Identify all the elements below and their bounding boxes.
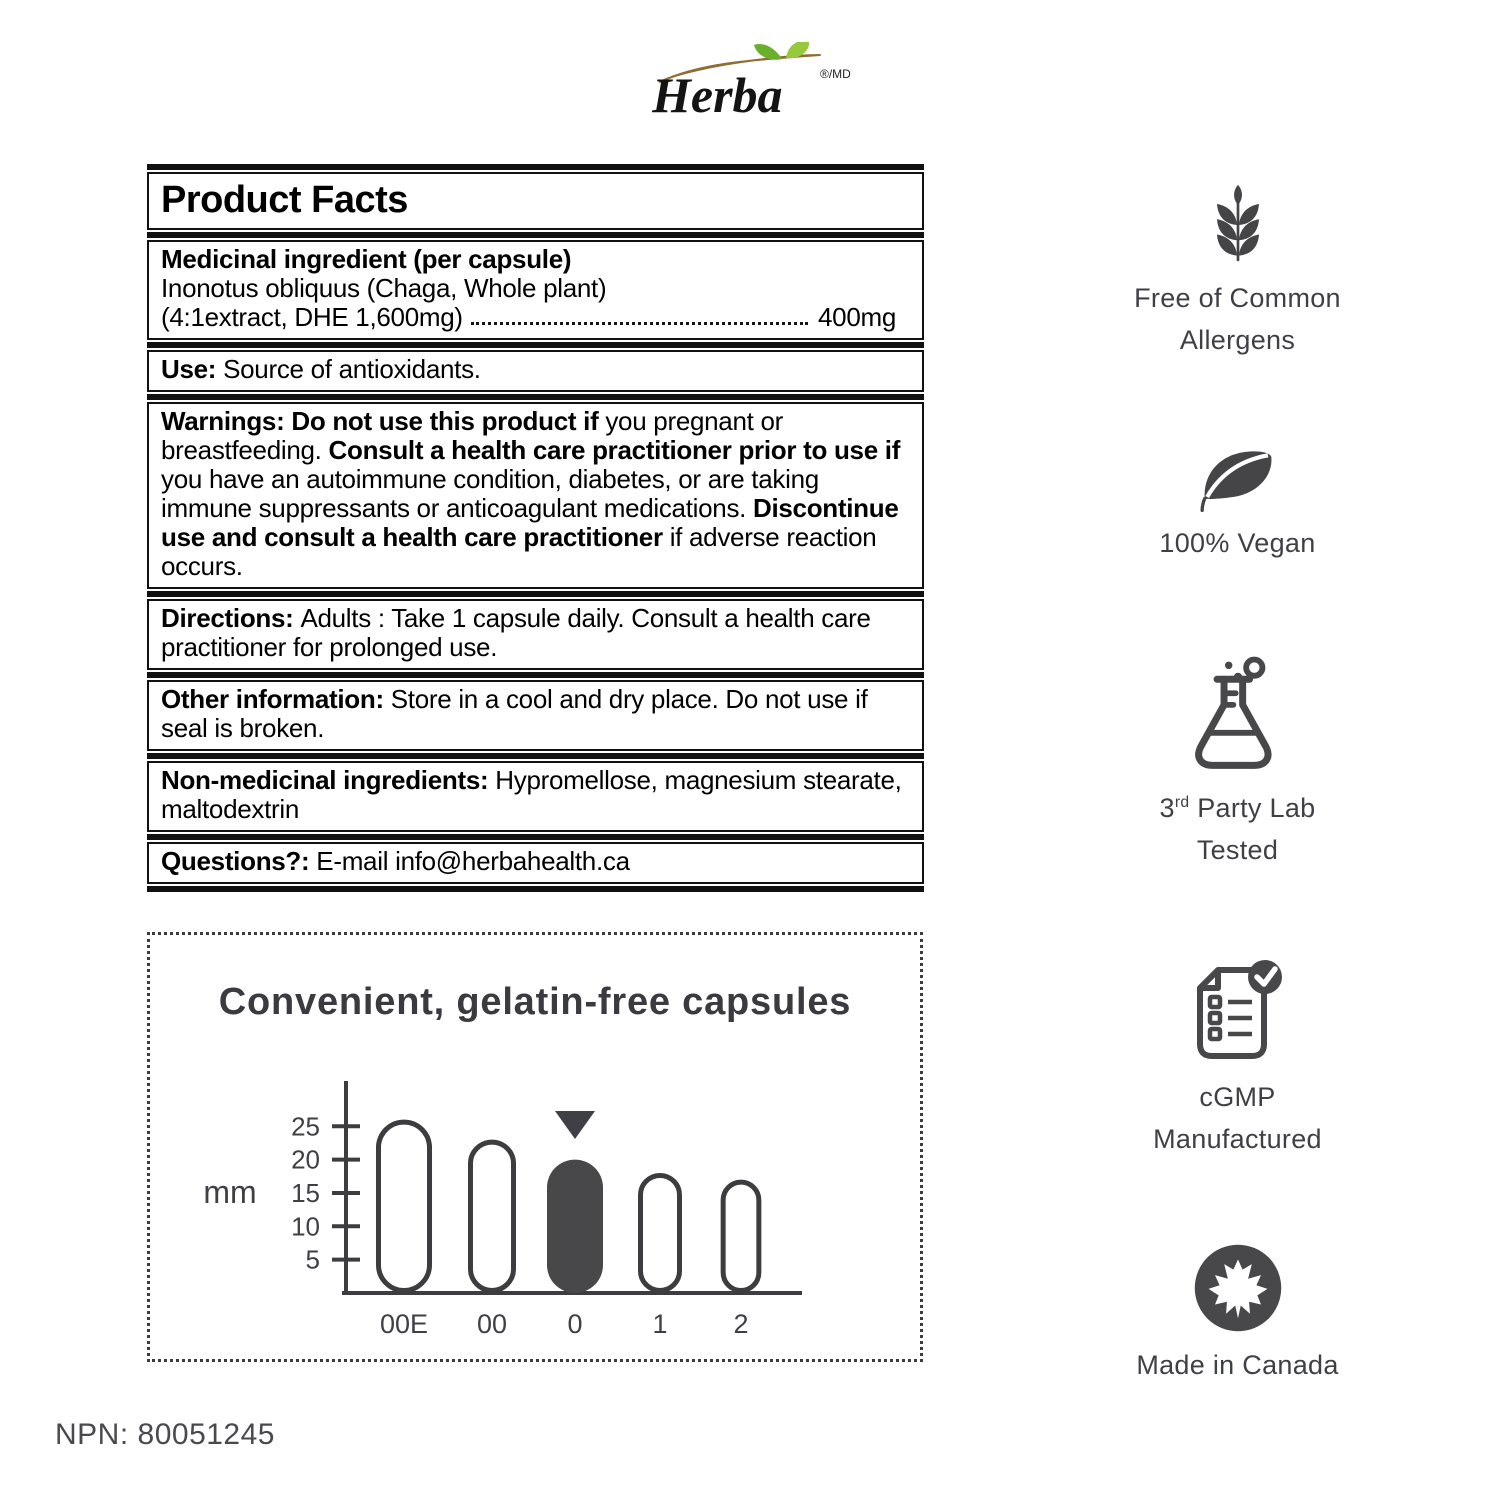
divider	[147, 232, 924, 238]
logo-leaf-left	[754, 44, 782, 60]
divider	[147, 342, 924, 348]
dotted-leader	[471, 322, 808, 325]
checklist-icon	[1188, 956, 1288, 1066]
divider	[147, 886, 924, 892]
brand-logo	[652, 42, 862, 124]
badge-label: cGMP Manufactured	[1153, 1082, 1322, 1154]
logo-trademark: ®/MD	[820, 67, 851, 81]
section-directions: Directions: Adults : Take 1 capsule daily. Consult a health care practitioner for prolonged use.	[147, 599, 924, 670]
badge-cgmp	[1065, 956, 1410, 1160]
npn-number: NPN: 80051245	[55, 1418, 275, 1451]
section-questions: Questions?: E-mail info@herbahealth.ca	[147, 842, 924, 884]
section-medicinal-ingredient	[147, 240, 924, 340]
svg-text:1: 1	[652, 1309, 668, 1339]
medicinal-amount-row	[161, 303, 910, 332]
maple-leaf-icon	[1192, 1242, 1284, 1334]
divider	[147, 394, 924, 400]
medicinal-detail: (4:1extract, DHE 1,600mg)	[161, 302, 463, 332]
svg-text:0: 0	[567, 1309, 583, 1339]
svg-text:2: 2	[733, 1309, 749, 1339]
badge-label: Made in Canada	[1136, 1350, 1339, 1380]
capsule-size-chart	[150, 935, 920, 1359]
logo-wordmark: Herba	[652, 67, 783, 123]
capsule-panel-title: Convenient, gelatin-free capsules	[218, 981, 852, 1023]
svg-text:25: 25	[291, 1111, 320, 1142]
badge-made-in-canada	[1065, 1242, 1410, 1386]
svg-text:mm: mm	[203, 1174, 257, 1210]
capsule-size-panel	[147, 932, 923, 1362]
section-warnings: Warnings: Do not use this product if you pregnant or breastfeeding. Consult a health care practitioner prior to use if you have an autoimmune condition, diabetes, or are taking immune suppressants or anticoagulant medications. Discontinue use and consult a health care practitioner if adverse reaction occurs.	[147, 402, 924, 589]
divider	[147, 672, 924, 678]
product-facts-panel	[147, 162, 924, 894]
svg-text:00: 00	[476, 1309, 508, 1339]
medicinal-heading: Medicinal ingredient (per capsule)	[161, 244, 572, 274]
medicinal-amount: 400mg	[818, 302, 896, 332]
svg-text:5: 5	[305, 1244, 320, 1275]
divider	[147, 834, 924, 840]
svg-text:15: 15	[291, 1177, 320, 1208]
badge-vegan	[1065, 447, 1410, 564]
flask-icon	[1182, 656, 1294, 777]
section-use: Use: Source of antioxidants.	[147, 350, 924, 392]
badge-lab-tested	[1065, 656, 1410, 871]
leaf-icon	[1198, 447, 1278, 512]
product-facts-title: Product Facts	[147, 172, 924, 230]
divider	[147, 164, 924, 170]
wheat-icon	[1209, 183, 1267, 267]
medicinal-ingredient-name: Inonotus obliquus (Chaga, Whole plant)	[161, 273, 607, 303]
svg-text:00E: 00E	[379, 1309, 429, 1339]
divider	[147, 591, 924, 597]
svg-text:20: 20	[291, 1144, 320, 1175]
badge-allergen-free	[1065, 183, 1410, 361]
badge-label: 3rd Party Lab Tested	[1159, 793, 1316, 865]
section-other-information: Other information: Store in a cool and dry place. Do not use if seal is broken.	[147, 680, 924, 751]
badge-label: 100% Vegan	[1159, 528, 1316, 558]
badge-label: Free of Common Allergens	[1134, 283, 1341, 355]
section-non-medicinal: Non-medicinal ingredients: Hypromellose, magnesium stearate, maltodextrin	[147, 761, 924, 832]
divider	[147, 753, 924, 759]
svg-text:10: 10	[291, 1211, 320, 1242]
